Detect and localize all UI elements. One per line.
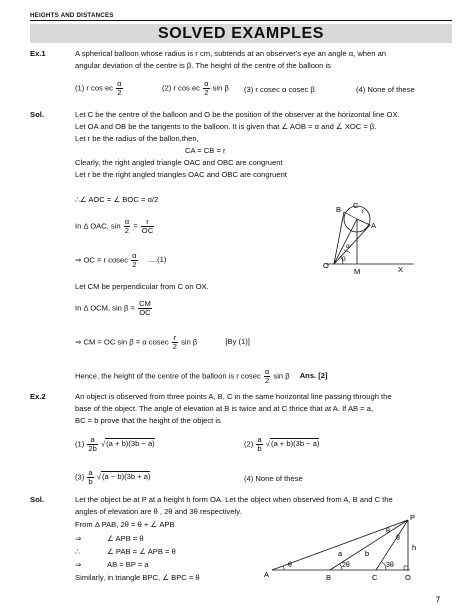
- ex2-option-4: (4) None of these: [244, 474, 303, 483]
- fig2-label-theta2: θ: [396, 535, 400, 542]
- fig2-label-h: h: [412, 543, 417, 552]
- ex1-label: Ex.1: [30, 49, 46, 58]
- running-header: HEIGHTS AND DISTANCES: [30, 12, 114, 19]
- sol2-line7: Similarly, in triangle BPC, ∠ BPC = θ: [75, 573, 200, 582]
- angle-theta-arc: [283, 566, 284, 570]
- fig1-label-B: B: [336, 205, 342, 214]
- sol1-line4: CA = CB = r: [185, 146, 226, 155]
- ex1-option-1: (1) r cos ec $\frac{\alpha}{2}$: [75, 79, 122, 97]
- ex1-question-line2: angular deviation of the centre is β. The height of the centre of the balloon is: [75, 61, 331, 70]
- fig2-label-3th: 3θ: [386, 562, 394, 569]
- sol1-line9: ⇒ OC = r cosec $\frac{\alpha}{2}$ ....(1): [75, 251, 167, 269]
- ex1-option-3: (3) r cosec α cosec β: [244, 85, 315, 94]
- ex2-option-1: (1) $\frac{a}{2b}$ √(a + b)(3b − a): [75, 435, 155, 453]
- sol2-label: Sol.: [30, 495, 44, 504]
- fig2-label-B: B: [326, 573, 332, 582]
- fig1-label-alpha: α: [346, 243, 350, 250]
- fig2-label-theta1: θ: [386, 528, 390, 535]
- radius-ca: [357, 219, 370, 225]
- sol2-line4: ∠ APB = θ: [107, 534, 144, 543]
- fig2-label-P: P: [410, 513, 416, 522]
- fig1-label-C: C: [353, 201, 359, 210]
- fig1-label-beta: β: [342, 256, 346, 263]
- sol1-line12: ⇒ CM = OC sin β = α cosec $\frac{r}{2}$ sin β [By (1)]: [75, 333, 250, 351]
- sol2-line1: Let the object be at P at a height h form OA. Let the object when observed from A, B and C the: [75, 495, 393, 504]
- sol2-line6: AB = BP = a: [107, 560, 149, 569]
- sol1-line13: Hence, the height of the centre of the balloon is r cosec $\frac{\alpha}{2}$ sin β Ans. [2]: [75, 367, 328, 385]
- sol1-line8: In Δ OAC, sin $\frac{\alpha}{2}$ = $\frac{r}{OC}$: [75, 217, 154, 235]
- sol1-line10: Let CM be perpendicular from C on OX.: [75, 282, 209, 291]
- radius-cb: [344, 212, 357, 219]
- section-title: SOLVED EXAMPLES: [157, 25, 325, 42]
- ex2-question-line2: base of the object. The angle of elevation at B is twice and at C thrice that at A. If AB = a,: [75, 404, 374, 413]
- fig1-label-M: M: [354, 267, 361, 276]
- header-rule: [30, 20, 452, 21]
- fig2-label-a: a: [338, 549, 343, 558]
- fig1-label-X: X: [398, 265, 404, 274]
- sol1-line11: In Δ OCM, sin β = $\frac{CM}{OC}$: [75, 299, 151, 317]
- ex2-option-3: (3) $\frac{a}{b}$ √(a − b)(3b + a): [75, 468, 151, 486]
- ex1-option-2: (2) r cos ec $\frac{\alpha}{2}$ sin β: [162, 79, 229, 97]
- sol1-line5: Clearly, the right angled triangle OAC and OBC are congruent: [75, 158, 283, 167]
- ex1-question-line1: A spherical balloon whose radius is r cm, subtends at an observer's eye an angle α, when an: [75, 49, 387, 58]
- fig2-label-O: O: [405, 573, 411, 582]
- page-number: 7: [436, 595, 440, 604]
- sol2-line5: ∠ PAB = ∠ APB = θ: [107, 547, 176, 556]
- fig1-label-A: A: [371, 221, 377, 230]
- sol2-line3: From Δ PAB, 2θ = θ + ∠ APB: [75, 520, 175, 529]
- title-band: [30, 24, 452, 43]
- sol2-line4-sym: ⇒: [75, 534, 82, 543]
- fig2-label-th: θ: [288, 562, 292, 569]
- sol1-line1: Let C be the centre of the balloon and O be the position of the observer at the horizontal line OX.: [75, 110, 400, 119]
- ex2-label: Ex.2: [30, 392, 46, 401]
- balloon-figure: [318, 198, 428, 278]
- ex2-question-line3: BC = b prove that the height of the object is: [75, 416, 221, 425]
- sol1-line7: ∴∠ AOC = ∠ BOC = α/2: [75, 195, 159, 204]
- ex2-question-line1: An object is observed from three points A, B, C in the same horizontal line passing through the: [75, 392, 392, 401]
- fig2-label-C: C: [372, 573, 378, 582]
- sol1-line6: Let r be the right angled triangles OAC and OBC are congruent: [75, 170, 287, 179]
- fig2-label-2th: 2θ: [342, 562, 350, 569]
- fig1-label-r: r: [362, 209, 364, 215]
- sol2-line6-sym: ⇒: [75, 560, 82, 569]
- sol1-label: Sol.: [30, 110, 44, 119]
- elevation-figure: [262, 512, 427, 584]
- sol2-line2: angles of elevation are θ , 2θ and 3θ respectively.: [75, 507, 242, 516]
- right-angle-mark: [404, 566, 408, 570]
- fig2-label-A: A: [264, 570, 270, 579]
- ex1-option-4: (4) None of these: [356, 85, 415, 94]
- fig2-label-b: b: [365, 549, 370, 558]
- fig1-label-O: O: [323, 261, 329, 270]
- sol1-line3: Let r be the radius of the ballon,then,: [75, 134, 199, 143]
- sol2-line5-sym: ∴: [75, 547, 80, 556]
- sol1-line2: Let OA and OB be the tangents to the balloon. It is given that ∠ AOB = α and ∠ XOC = β.: [75, 122, 377, 131]
- ex2-option-2: (2) $\frac{a}{b}$ √(a + b)(3b − a): [244, 435, 320, 453]
